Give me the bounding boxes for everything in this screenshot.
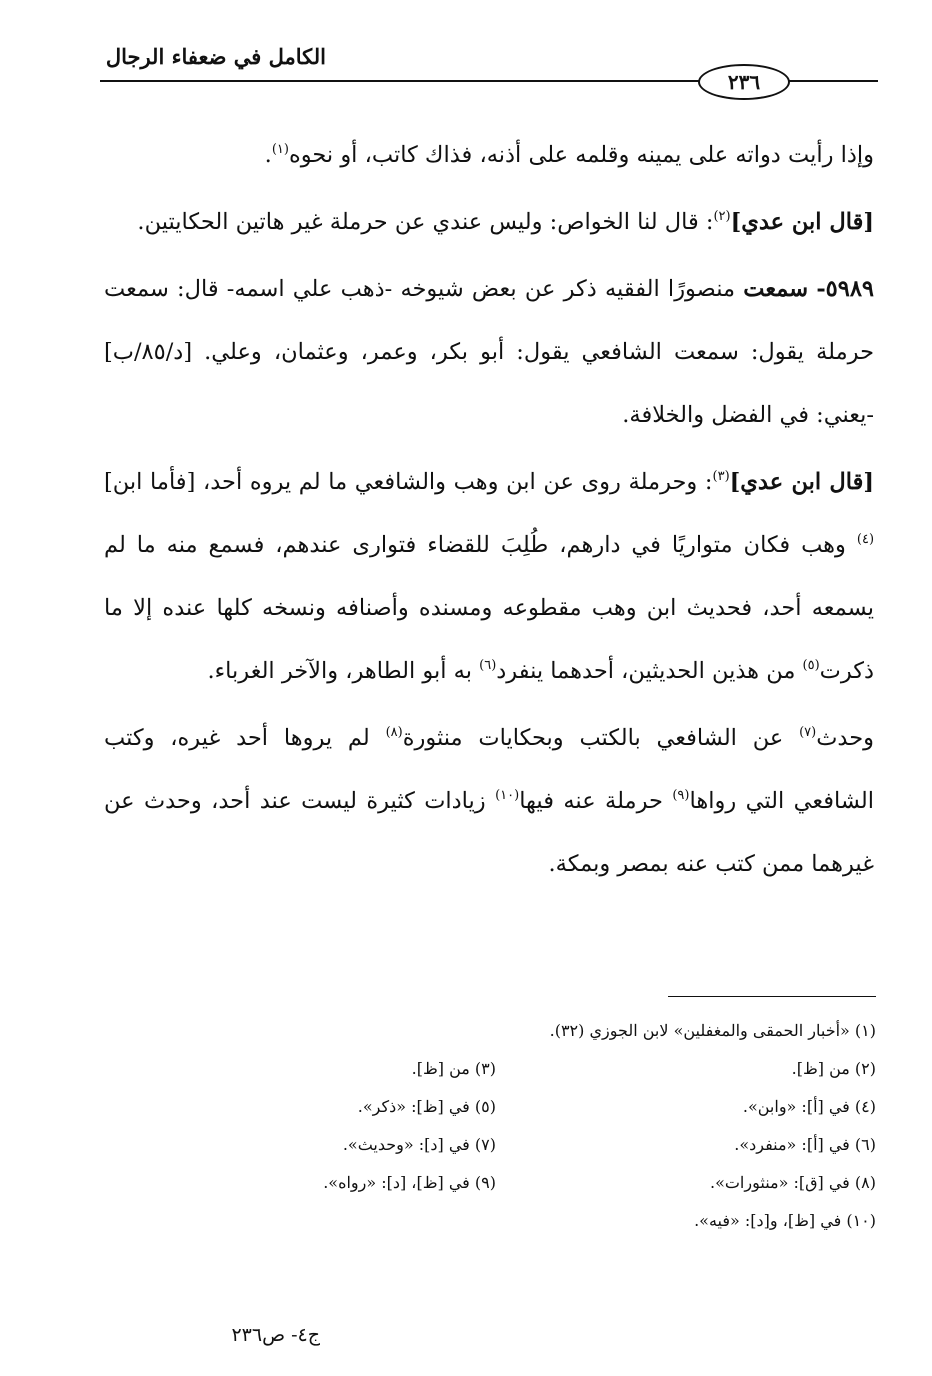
footnote-9: (٩) في [ظ]، [د]: «رواه». (323, 1173, 496, 1192)
paragraph-text: : قال لنا الخواص: وليس عندي عن حرملة غير هاتين الحكايتين. (137, 209, 714, 235)
paragraph-text: : وحرملة روى عن ابن وهب والشافعي ما لم يروه أحد، [فأما ابن] (104, 469, 713, 495)
paragraph-text: وإذا رأيت دواته على يمينه وقلمه على أذنه، فذاك كاتب، أو نحوه (288, 142, 874, 168)
footnote-ref-4: (٤) (856, 532, 875, 547)
paragraph-text: منصورًا الفقيه ذكر عن بعض شيوخه -ذهب علي اسمه- قال: سمعت حرملة يقول: سمعت الشافعي يقول: أبو بكر، وعمر، وعثمان، وعلي. [د/٨٥/ب] -يعني: في الفضل والخلافة. (104, 276, 874, 428)
paragraph-text: حرملة عنه فيها (519, 788, 663, 814)
paragraph-1 (104, 124, 874, 187)
footnote-row (250, 1012, 876, 1050)
footnote-3: (٣) من [ظ]. (411, 1059, 496, 1078)
footnote-2: (٢) من [ظ]. (791, 1059, 876, 1078)
footnote-row (250, 1202, 876, 1240)
entry-keyword: سمعت (743, 276, 809, 302)
footnote-row (250, 1088, 876, 1126)
footnote-ref-7: (٧) (799, 725, 817, 740)
footnote-10: (١٠) في [ظ]، و[د]: «فيه». (694, 1211, 876, 1230)
footnote-separator (668, 996, 876, 997)
footnote-row (250, 1050, 876, 1088)
footnote-ref-9: (٩) (672, 788, 690, 803)
paragraph-text: من هذين الحديثين، أحدهما ينفرد (496, 658, 796, 684)
paragraph-3 (104, 258, 874, 447)
footnote-ref-1: (١) (271, 142, 289, 157)
running-title: الكامل في ضعفاء الرجال (105, 44, 326, 69)
paragraph-text: وحدث (816, 725, 875, 751)
footnote-7: (٧) في [د]: «وحديث». (342, 1135, 496, 1154)
footnote-5: (٥) في [ظ]: «ذكر». (357, 1097, 496, 1116)
footnote-6: (٦) في [أ]: «منفرد». (734, 1135, 876, 1154)
footnote-4: (٤) في [أ]: «وابن». (742, 1097, 876, 1116)
footnote-ref-3: (٣) (712, 469, 730, 484)
footnote-ref-8: (٨) (385, 725, 403, 740)
footnote-1: (١) «أخبار الحمقى والمغفلين» لابن الجوزي (٣٢). (549, 1021, 876, 1040)
paragraph-end: . (264, 142, 272, 168)
paragraph-5 (104, 707, 874, 896)
footnotes (250, 1012, 876, 1240)
speaker-label: [قال ابن عدي] (729, 469, 874, 495)
speaker-label: [قال ابن عدي] (730, 209, 874, 235)
footnote-row (250, 1164, 876, 1202)
page-number: ٢٣٦ (698, 64, 790, 100)
paragraph-text: وهب فكان متواريًا في دارهم، طُلِبَ للقضاء فتوارى عندهم، فسمع منه ما لم يسمعه أحد، فحديث ابن وهب مقطوعه ومسنده وأصنافه ونسخه كلها عنده إلا ما ذكرت (104, 532, 874, 684)
entry-number: ٥٩٨٩- (816, 276, 874, 302)
footnote-8: (٨) في [ق]: «منثورات». (709, 1173, 876, 1192)
paragraph-text: لم يروها أحد غيره، وكتب الشافعي التي رواها (104, 725, 875, 814)
paragraph-text: به أبو الطاهر، والآخر الغرباء. (207, 658, 472, 684)
footnote-ref-6: (٦) (479, 658, 497, 673)
footnote-ref-5: (٥) (802, 658, 820, 673)
footnote-row (250, 1126, 876, 1164)
footnote-ref-10: (١٠) (495, 788, 520, 803)
volume-page-reference: ج٤- ص٢٣٦ (231, 1324, 320, 1346)
main-text (104, 124, 874, 896)
paragraph-text: زيادات كثيرة ليست عند أحد، وحدث عن غيرهما ممن كتب عنه بمصر وبمكة. (104, 788, 874, 877)
footnote-ref-2: (٢) (713, 209, 731, 224)
paragraph-4 (104, 451, 874, 703)
paragraph-text: عن الشافعي بالكتب وبحكايات منثورة (402, 725, 784, 751)
paragraph-2 (104, 191, 874, 254)
